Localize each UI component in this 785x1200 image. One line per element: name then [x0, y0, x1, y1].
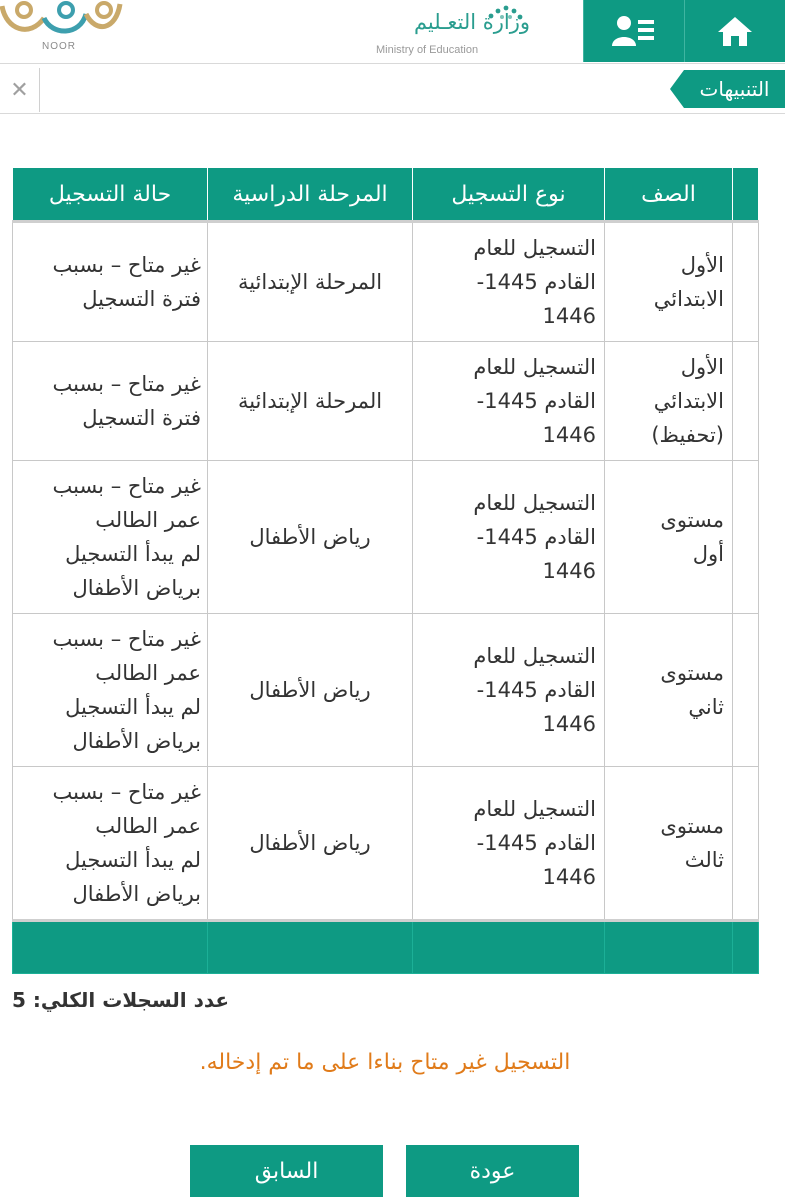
registration-status-cell-line: غير متاح – بسبب [52, 627, 201, 651]
table-header-row [13, 168, 759, 222]
registration-notice: التسجيل غير متاح بناءا على ما تم إدخاله. [199, 1050, 571, 1075]
registration-table [12, 167, 759, 974]
header-registration-type[interactable]: نوع التسجيل [413, 168, 605, 222]
grade-cell-line: ثاني [688, 695, 724, 719]
alerts-tab[interactable] [684, 70, 785, 108]
registration-type-cell-line: التسجيل للعام [473, 797, 596, 821]
grade-cell-line: الابتدائي [653, 389, 724, 413]
study-stage-cell: المرحلة الإبتدائية [208, 342, 413, 461]
row-filler-cell [733, 342, 759, 461]
registration-type-cell-line: 1446 [542, 712, 596, 736]
registration-status-cell-line: عمر الطالب [95, 814, 201, 838]
noor-logo-mark [0, 0, 125, 44]
registration-type-cell [413, 767, 605, 921]
footer-cell [413, 921, 605, 974]
table-row [13, 767, 759, 921]
registration-status-cell [13, 767, 208, 921]
grade-cell-line: (تحفيظ) [651, 423, 724, 447]
footer-cell [605, 921, 733, 974]
registration-type-cell-line: القادم 1445- [476, 270, 596, 294]
row-filler-cell [733, 614, 759, 767]
row-filler-cell [733, 222, 759, 342]
registration-status-cell [13, 342, 208, 461]
home-icon [716, 15, 754, 47]
ministry-name-english: Ministry of Education [376, 44, 479, 56]
registration-status-cell-line: عمر الطالب [95, 508, 201, 532]
ministry-logo [360, 2, 530, 60]
registration-status-cell [13, 461, 208, 614]
table-footer-row [13, 921, 759, 974]
registration-status-cell-line: فترة التسجيل [82, 406, 201, 430]
registration-status-cell-line: برياض الأطفال [72, 576, 201, 600]
registration-type-cell [413, 222, 605, 342]
header-registration-status[interactable]: حالة التسجيل [13, 168, 208, 222]
grade-cell-line: الأول [680, 253, 724, 277]
registration-type-cell-line: التسجيل للعام [473, 491, 596, 515]
registration-status-cell-line: غير متاح – بسبب [52, 253, 201, 277]
grade-cell-line: أول [692, 542, 724, 566]
registration-table-wrapper [12, 167, 758, 974]
footer-cell [733, 921, 759, 974]
ministry-name-arabic: وزارة التعـليم [413, 10, 530, 34]
grade-cell-line: الابتدائي [653, 287, 724, 311]
grade-cell [605, 767, 733, 921]
table-row [13, 461, 759, 614]
footer-cell [13, 921, 208, 974]
registration-type-cell-line: القادم 1445- [476, 525, 596, 549]
study-stage-cell: رياض الأطفال [208, 461, 413, 614]
registration-type-cell [413, 461, 605, 614]
grade-cell [605, 222, 733, 342]
back-button[interactable]: عودة [406, 1145, 579, 1197]
header-study-stage[interactable]: المرحلة الدراسية [208, 168, 413, 222]
close-alerts-button[interactable] [0, 68, 40, 112]
registration-type-cell-line: التسجيل للعام [473, 644, 596, 668]
registration-type-cell-line: 1446 [542, 559, 596, 583]
grade-cell-line: مستوى [660, 814, 724, 838]
registration-status-cell-line: لم يبدأ التسجيل [65, 542, 201, 566]
registration-status-cell-line: غير متاح – بسبب [52, 780, 201, 804]
study-stage-cell: المرحلة الإبتدائية [208, 222, 413, 342]
grade-cell-line: الأول [680, 355, 724, 379]
registration-type-cell-line: 1446 [542, 304, 596, 328]
study-stage-cell: رياض الأطفال [208, 614, 413, 767]
registration-status-cell-line: برياض الأطفال [72, 882, 201, 906]
grade-cell [605, 461, 733, 614]
user-list-icon [610, 14, 658, 48]
top-header [0, 0, 785, 64]
registration-status-cell-line: لم يبدأ التسجيل [65, 695, 201, 719]
row-filler-cell [733, 461, 759, 614]
registration-status-cell-line: غير متاح – بسبب [52, 372, 201, 396]
grade-cell-line: مستوى [660, 661, 724, 685]
registration-status-cell-line: غير متاح – بسبب [52, 474, 201, 498]
header-nav [583, 0, 785, 62]
alerts-bar [0, 66, 785, 114]
registration-type-cell [413, 614, 605, 767]
registration-status-cell-line: برياض الأطفال [72, 729, 201, 753]
registration-type-cell-line: القادم 1445- [476, 831, 596, 855]
study-stage-cell: رياض الأطفال [208, 767, 413, 921]
registration-type-cell [413, 342, 605, 461]
grade-cell-line: ثالث [684, 848, 724, 872]
close-icon: ✕ [10, 77, 29, 103]
registration-status-cell-line: لم يبدأ التسجيل [65, 848, 201, 872]
registration-type-cell-line: التسجيل للعام [473, 236, 596, 260]
table-body [13, 222, 759, 921]
table-row [13, 342, 759, 461]
registration-status-cell-line: عمر الطالب [95, 661, 201, 685]
registration-type-cell-line: 1446 [542, 423, 596, 447]
noor-logo[interactable] [0, 0, 125, 62]
total-records: عدد السجلات الكلي: 5 [12, 988, 230, 1012]
alerts-tab-label: التنبيهات [699, 77, 770, 101]
user-list-button[interactable] [583, 0, 684, 62]
home-button[interactable] [684, 0, 785, 62]
registration-status-cell [13, 614, 208, 767]
table-row [13, 614, 759, 767]
registration-status-cell [13, 222, 208, 342]
registration-type-cell-line: القادم 1445- [476, 389, 596, 413]
header-grade[interactable]: الصف [605, 168, 733, 222]
grade-cell [605, 614, 733, 767]
footer-cell [208, 921, 413, 974]
registration-type-cell-line: التسجيل للعام [473, 355, 596, 379]
row-filler-cell [733, 767, 759, 921]
noor-wordmark: NOOR [42, 41, 76, 52]
previous-button[interactable]: السابق [190, 1145, 383, 1197]
grade-cell [605, 342, 733, 461]
table-row [13, 222, 759, 342]
registration-type-cell-line: 1446 [542, 865, 596, 889]
header-cell-empty [733, 168, 759, 222]
registration-status-cell-line: فترة التسجيل [82, 287, 201, 311]
grade-cell-line: مستوى [660, 508, 724, 532]
registration-type-cell-line: القادم 1445- [476, 678, 596, 702]
